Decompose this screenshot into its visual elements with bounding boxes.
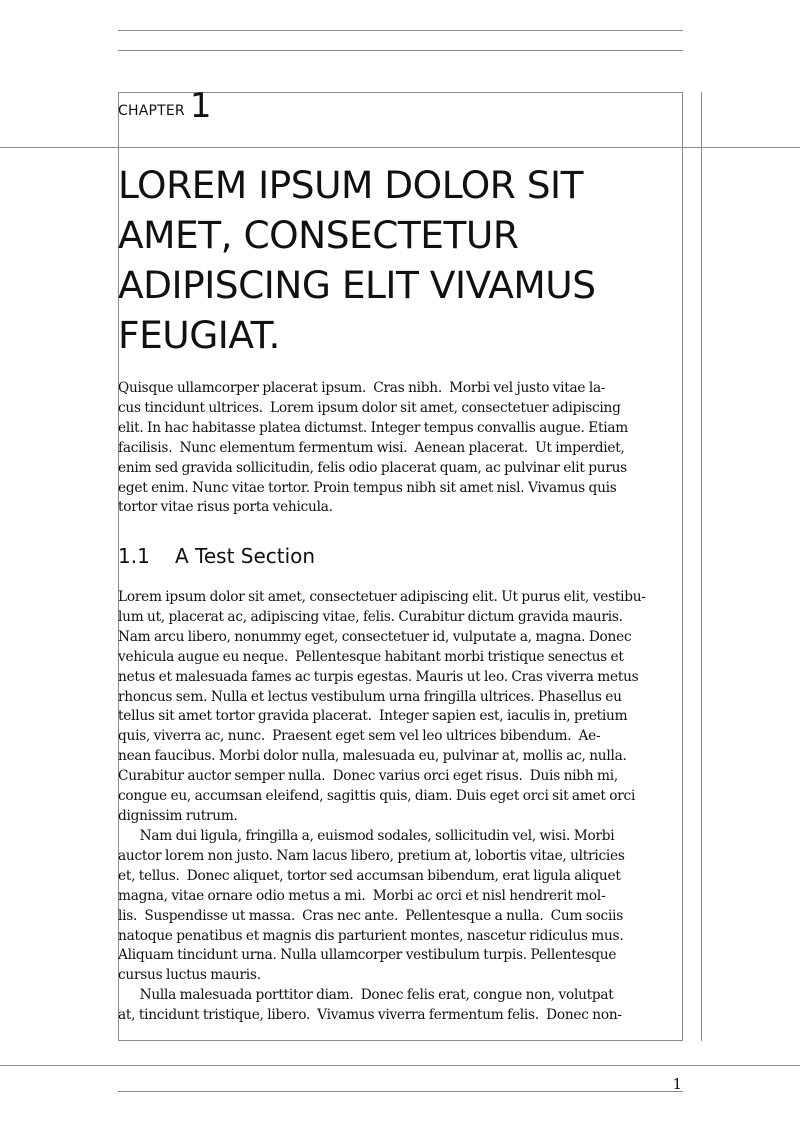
intro-paragraph: Quisque ullamcorper placerat ipsum. Cras nibh. Morbi vel justo vitae la- cus tincidunt ultrices. Lorem ipsum dolor sit amet, consectetuer adipiscing elit. In hac habitasse platea dictumst. Integer tempus convallis augue. Etiam facilisis. Nunc elementum fermentum wisi. Aenean placerat. Ut imperdiet, enim sed gravida sollicitudin, felis odio placerat quam, ac pulvinar elit purus eget enim. Nunc vitae tortor. Proin tempus nibh sit amet nisl. Vivamus quis tortor vitae risus porta vehicula. (118, 380, 628, 516)
header-rule-bottom (118, 50, 683, 51)
page-number: 1 (672, 1075, 682, 1093)
margin-guide-right (701, 92, 702, 1041)
footer-rule (118, 1091, 683, 1092)
section-paragraph: Nam dui ligula, fringilla a, euismod sodales, sollicitudin vel, wisi. Morbi auctor lorem non justo. Nam lacus libero, pretium at, lobortis vitae, ultricies et, tellus. Donec aliquet, tortor sed accumsan bibendum, erat ligula aliquet magna, vitae ornare odio metus a mi. Morbi ac orci et nisl hendrerit mol- lis. Suspendisse ut massa. Cras nec ante. Pellentesque a nulla. Cum sociis natoque penatibus et magnis dis parturient montes, nascetur ridiculus mus. Aliquam tincidunt urna. Nulla ullamcorper vestibulum turpis. Pellentesque cursus luctus mauris. (118, 828, 625, 984)
margin-guide-bottom (0, 1065, 800, 1066)
section-paragraph: Lorem ipsum dolor sit amet, consectetuer adipiscing elit. Ut purus elit, vestibu- lum ut, placerat ac, adipiscing vitae, felis. Curabitur dictum gravida mauris. Nam arcu libero, nonummy eget, consectetuer id, vulputate a, magna. Donec vehicula augue eu neque. Pellentesque habitant morbi tristique senectus et netus et malesuada fames ac turpis egestas. Mauris ut leo. Cras viverra metus rhoncus sem. Nulla et lectus vestibulum urna fringilla ultrices. Phasellus eu tellus sit amet tortor gravida placerat. Integer sapien est, iaculis in, pretium quis, viverra ac, nunc. Praesent eget sem vel leo ultrices bibendum. Ae- nean faucibus. Morbi dolor nulla, malesuada eu, pulvinar at, mollis ac, nulla. Curabitur auctor semper nulla. Donec varius orci eget risus. Duis nibh mi, congue eu, accumsan eleifend, sagittis quis, diam. Duis eget orci sit amet orci dignissim rutrum. (118, 589, 646, 824)
chapter-title: LOREM IPSUM DOLOR SIT AMET, CONSECTETUR ADIPISCING ELIT VIVAMUS FEUGIAT. (118, 163, 596, 357)
section-number: 1.1 (118, 544, 150, 568)
chapter-label (118, 86, 212, 126)
section-heading (118, 544, 315, 568)
chapter-number: 1 (189, 86, 212, 126)
header-rule-top (118, 30, 683, 31)
section-paragraph: Nulla malesuada porttitor diam. Donec felis erat, congue non, volutpat at, tincidunt tristique, libero. Vivamus viverra fermentum felis. Donec non- (118, 987, 622, 1023)
section-title: A Test Section (175, 544, 316, 568)
chapter-word: CHAPTER (118, 103, 185, 119)
